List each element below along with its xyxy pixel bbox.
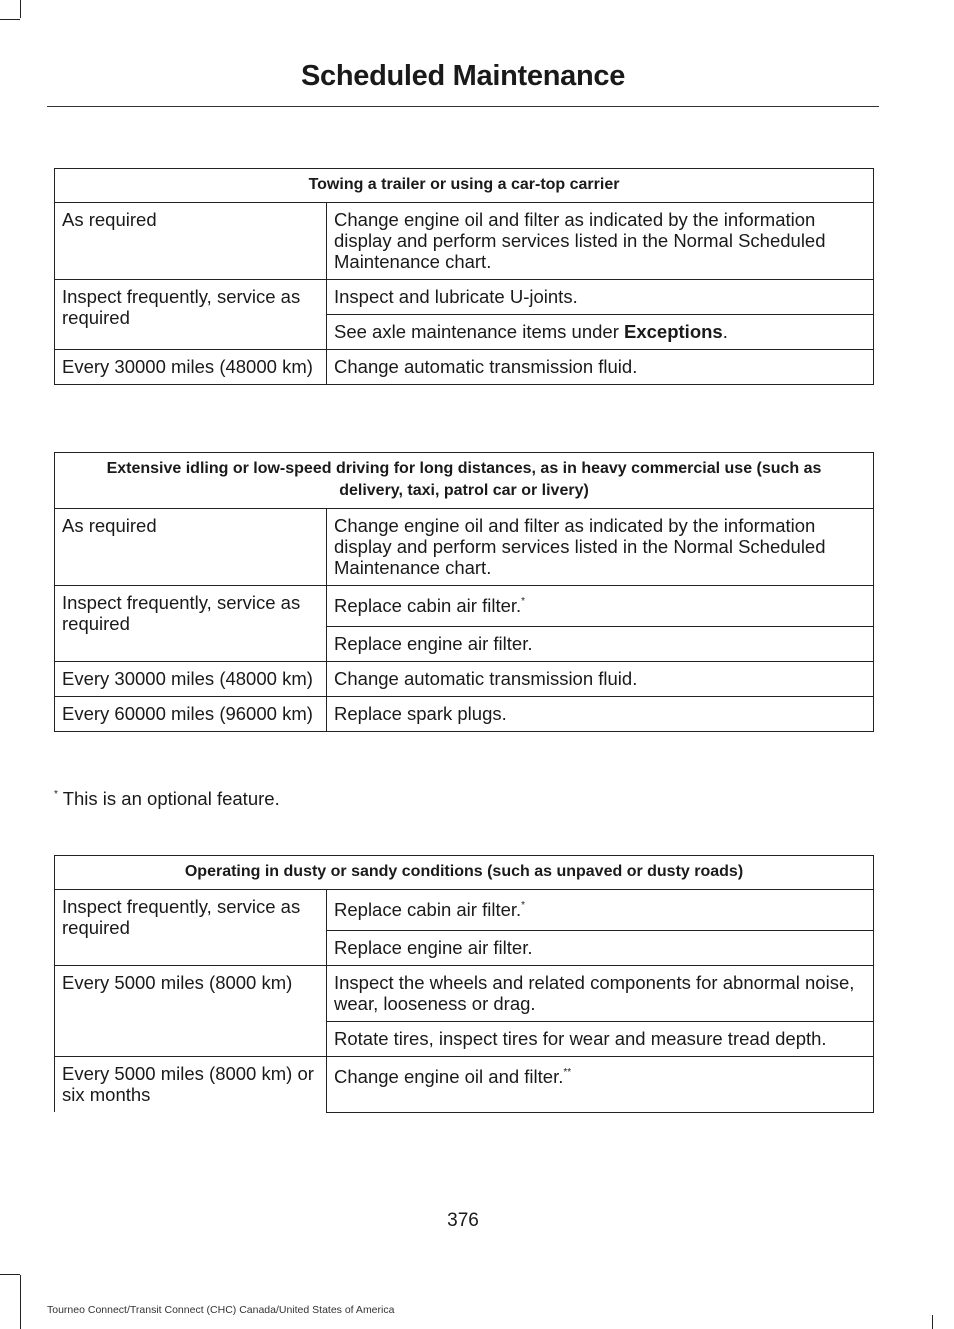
table-row bbox=[55, 280, 874, 315]
task-cell: Replace spark plugs. bbox=[327, 697, 874, 732]
footnote-marker: * bbox=[521, 900, 526, 911]
task-cell: Rotate tires, inspect tires for wear and measure tread depth. bbox=[327, 1022, 874, 1057]
towing-maintenance-table bbox=[54, 168, 874, 385]
task-cell: Change engine oil and filter as indicated by the information display and perform services listed in the Normal Scheduled Maintenance chart. bbox=[327, 203, 874, 280]
table-row bbox=[55, 966, 874, 1022]
page-break-mask bbox=[40, 1144, 900, 1184]
interval-cell: As required bbox=[55, 509, 327, 586]
table-row bbox=[55, 1057, 874, 1113]
task-cell bbox=[327, 315, 874, 350]
interval-cell: As required bbox=[55, 203, 327, 280]
table-row bbox=[55, 697, 874, 732]
table-row bbox=[55, 509, 874, 586]
footnote-marker: ** bbox=[563, 1067, 572, 1078]
crop-mark bbox=[932, 1315, 933, 1329]
table-header: Extensive idling or low-speed driving for long distances, as in heavy commercial use (such as delivery, taxi, patrol car or livery) bbox=[55, 453, 874, 509]
interval-cell: Inspect frequently, service as required bbox=[55, 280, 327, 350]
interval-cell: Every 30000 miles (48000 km) bbox=[55, 662, 327, 697]
idling-maintenance-table bbox=[54, 452, 874, 732]
task-cell: Inspect the wheels and related components for abnormal noise, wear, looseness or drag. bbox=[327, 966, 874, 1022]
document-footer: Tourneo Connect/Transit Connect (CHC) Canada/United States of America bbox=[47, 1304, 395, 1316]
task-text-end: . bbox=[722, 321, 728, 342]
crop-mark bbox=[0, 1274, 20, 1275]
task-cell bbox=[327, 890, 874, 931]
task-text: Change engine oil and filter. bbox=[334, 1066, 564, 1087]
table-row bbox=[55, 203, 874, 280]
interval-cell: Every 30000 miles (48000 km) bbox=[55, 350, 327, 385]
task-cell: Replace engine air filter. bbox=[327, 931, 874, 966]
interval-cell: Inspect frequently, service as required bbox=[55, 890, 327, 966]
table-row bbox=[55, 350, 874, 385]
table-header: Operating in dusty or sandy conditions (such as unpaved or dusty roads) bbox=[55, 856, 874, 890]
task-cell bbox=[327, 1057, 874, 1113]
table-row bbox=[55, 890, 874, 931]
crop-mark bbox=[0, 19, 20, 20]
exceptions-reference: Exceptions bbox=[624, 321, 723, 342]
crop-mark bbox=[20, 1275, 21, 1329]
title-divider bbox=[47, 106, 879, 107]
task-cell: Change engine oil and filter as indicated by the information display and perform services listed in the Normal Scheduled Maintenance chart. bbox=[327, 509, 874, 586]
task-cell: Change automatic transmission fluid. bbox=[327, 350, 874, 385]
interval-cell: Every 5000 miles (8000 km) bbox=[55, 966, 327, 1057]
page-title: Scheduled Maintenance bbox=[300, 60, 626, 92]
task-cell: Change automatic transmission fluid. bbox=[327, 662, 874, 697]
interval-cell: Inspect frequently, service as required bbox=[55, 586, 327, 662]
dusty-conditions-table bbox=[54, 855, 874, 1113]
task-text: Replace cabin air filter. bbox=[334, 899, 522, 920]
task-cell: Replace engine air filter. bbox=[327, 627, 874, 662]
footnote bbox=[54, 788, 280, 810]
task-cell bbox=[327, 586, 874, 627]
task-text: Replace cabin air filter. bbox=[334, 595, 522, 616]
footnote-text: This is an optional feature. bbox=[62, 788, 280, 809]
task-cell: Inspect and lubricate U-joints. bbox=[327, 280, 874, 315]
crop-mark bbox=[20, 0, 21, 18]
footnote-marker: * bbox=[54, 789, 58, 800]
footnote-marker: * bbox=[521, 596, 526, 607]
task-text: See axle maintenance items under bbox=[334, 321, 619, 342]
table-row bbox=[55, 586, 874, 627]
page-number: 376 bbox=[447, 1210, 479, 1231]
table-header: Towing a trailer or using a car-top carrier bbox=[55, 169, 874, 203]
interval-cell: Every 5000 miles (8000 km) or six months bbox=[55, 1057, 327, 1113]
interval-cell: Every 60000 miles (96000 km) bbox=[55, 697, 327, 732]
table-row bbox=[55, 662, 874, 697]
